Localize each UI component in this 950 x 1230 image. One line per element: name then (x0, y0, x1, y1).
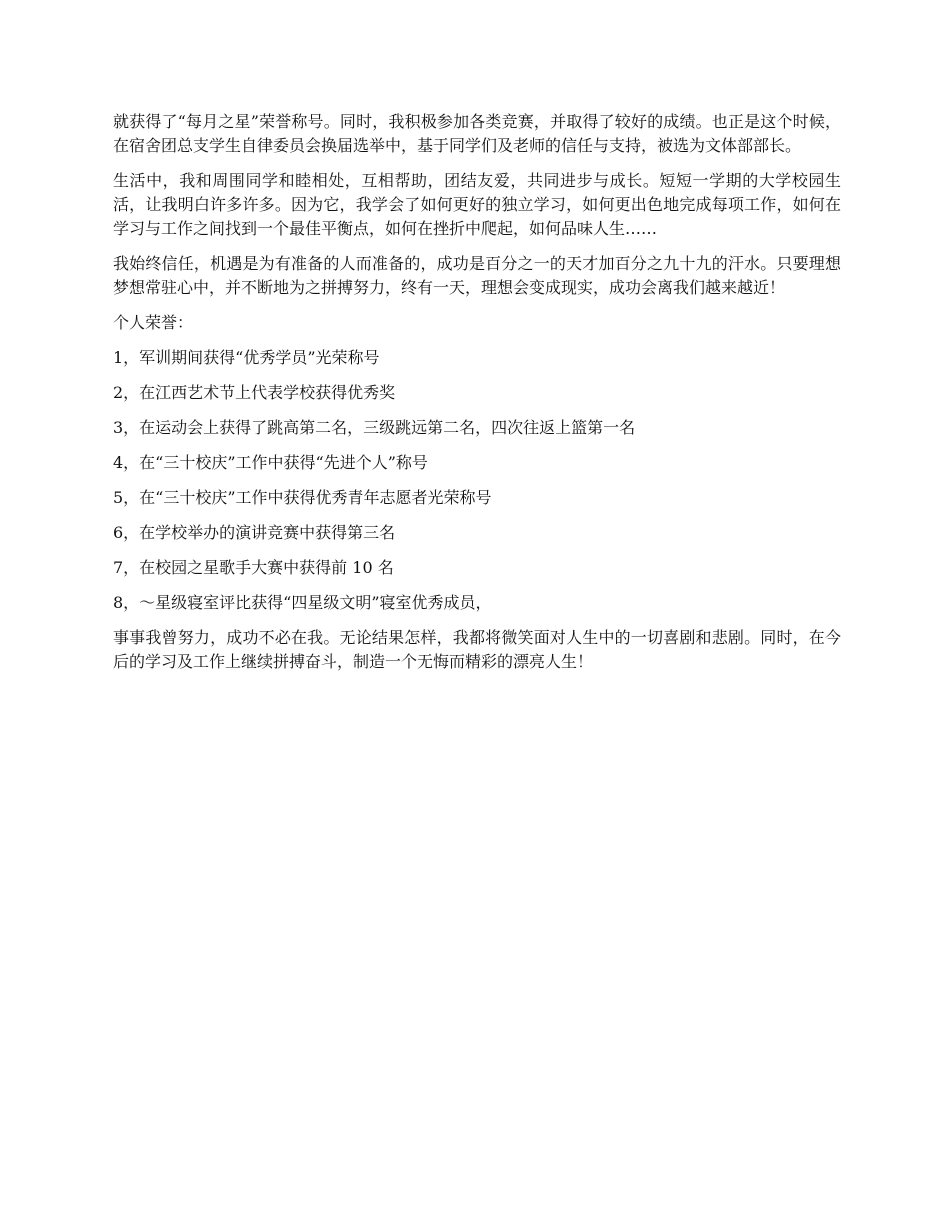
paragraph-campus-life: 生活中，我和周围同学和睦相处，互相帮助，团结友爱，共同进步与成长。短短一学期的大学校园生活，让我明白许多许多。因为它，我学会了如何更好的独立学习，如何更出色地完成每项工作，如何在学习与工作之间找到一个最佳平衡点，如何在挫折中爬起，如何品味人生…… (113, 171, 841, 238)
document-body (113, 110, 841, 685)
honor-item-6: 6，在学校举办的演讲竞赛中获得第三名 (113, 523, 396, 542)
honor-item-8: 8，～星级寝室评比获得“四星级文明”寝室优秀成员， (113, 593, 492, 612)
honor-item-5: 5，在“三十校庆”工作中获得优秀青年志愿者光荣称号 (113, 488, 492, 507)
honor-item-2: 2，在江西艺术节上代表学校获得优秀奖 (113, 383, 396, 402)
honors-heading: 个人荣誉： (113, 313, 194, 332)
honor-item-7: 7，在校园之星歌手大赛中获得前 10 名 (113, 558, 394, 577)
paragraph-achievements: 就获得了“每月之星”荣誉称号。同时，我积极参加各类竞赛，并取得了较好的成绩。也正是这个时候，在宿舍团总支学生自律委员会换届选举中，基于同学们及老师的信任与支持，被选为文体部部长。 (113, 112, 841, 155)
honor-item-3: 3，在运动会上获得了跳高第二名，三级跳远第二名，四次往返上篮第一名 (113, 418, 636, 437)
paragraph-belief: 我始终信任，机遇是为有准备的人而准备的，成功是百分之一的天才加百分之九十九的汗水。只要理想梦想常驻心中，并不断地为之拼搏努力，终有一天，理想会变成现实，成功会离我们越来越近！ (113, 254, 841, 297)
honor-item-4: 4，在“三十校庆”工作中获得“先进个人”称号 (113, 453, 428, 472)
paragraph-closing: 事事我曾努力，成功不必在我。无论结果怎样，我都将微笑面对人生中的一切喜剧和悲剧。同时，在今后的学习及工作上继续拼搏奋斗，制造一个无悔而精彩的漂亮人生！ (113, 628, 841, 671)
honor-item-1: 1，军训期间获得“优秀学员”光荣称号 (113, 348, 380, 367)
